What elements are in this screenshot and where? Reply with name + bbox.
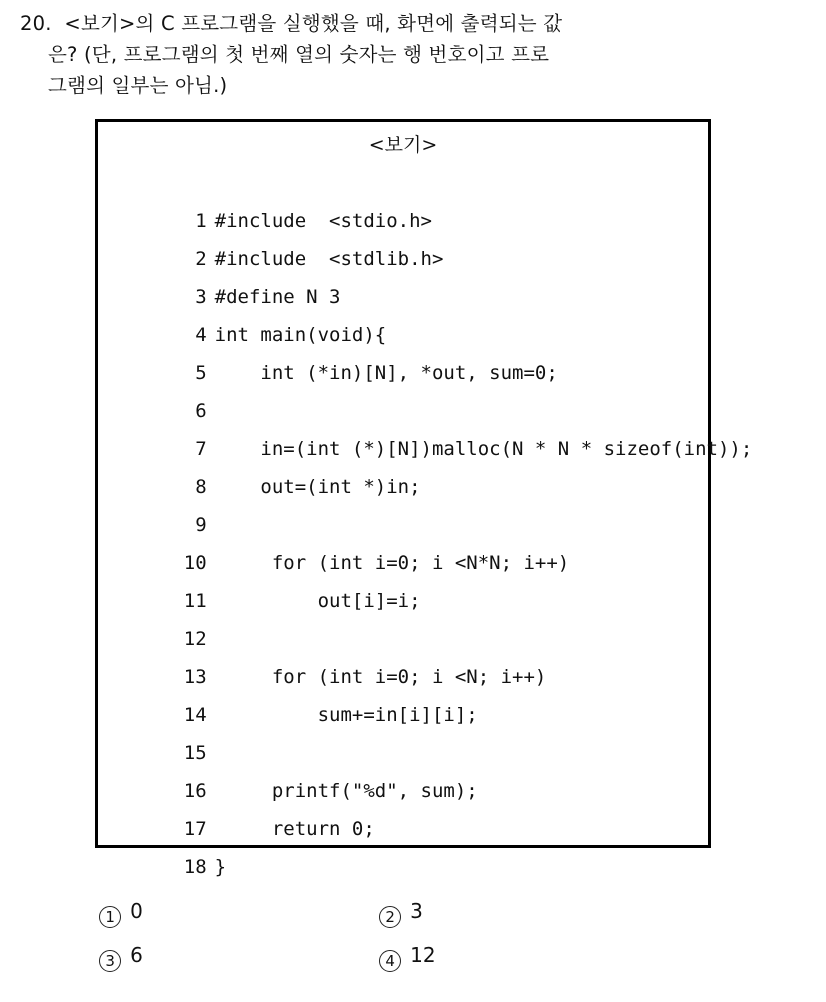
code-lines [98, 164, 753, 878]
code-line-number: 5 [195, 362, 207, 384]
code-listing-box [95, 119, 753, 878]
choice-label: 12 [410, 943, 436, 967]
code-line-number: 2 [195, 248, 207, 270]
question-stem [20, 8, 806, 101]
code-line-text: return 0; [214, 818, 375, 840]
code-line-number: 18 [183, 856, 207, 878]
question-line-3: 그램의 일부는 아님.) [48, 74, 228, 97]
code-line-number: 12 [183, 628, 207, 650]
code-line-text: in=(int (*)[N])malloc(N * N * sizeof(int)); [214, 438, 753, 460]
choice-label: 3 [410, 899, 423, 923]
code-line-text: } [214, 856, 227, 878]
code-line-number: 11 [183, 590, 207, 612]
question-line-1: 20. <보기>의 C 프로그램을 실행했을 때, 화면에 출력되는 값 [20, 12, 563, 35]
code-line-text: out[i]=i; [214, 590, 421, 612]
choice-option-3[interactable] [75, 910, 143, 1002]
code-line-number: 17 [183, 818, 207, 840]
code-line-number: 4 [195, 324, 207, 346]
choice-marker: 3 [99, 950, 121, 972]
code-line-number: 8 [195, 476, 207, 498]
code-line-text: int (*in)[N], *out, sum=0; [214, 362, 558, 384]
code-line-text: int main(void){ [214, 324, 387, 346]
code-line-text: out=(int *)in; [214, 476, 421, 498]
code-line-number: 15 [183, 742, 207, 764]
code-line-number: 9 [195, 514, 207, 536]
code-line-text: for (int i=0; i <N*N; i++) [214, 552, 570, 574]
code-line-text: #include <stdlib.h> [214, 248, 444, 270]
code-line [98, 164, 708, 232]
question-line-2: 은? (단, 프로그램의 첫 번째 열의 숫자는 행 번호이고 프로 [48, 43, 550, 66]
choice-marker: 2 [379, 906, 401, 928]
code-line-text: #include <stdio.h> [214, 210, 432, 232]
code-line-text: for (int i=0; i <N; i++) [214, 666, 547, 688]
choice-marker: 1 [99, 906, 121, 928]
code-box-title: <보기> [368, 134, 438, 156]
choice-marker: 4 [379, 950, 401, 972]
choice-label: 6 [130, 943, 143, 967]
code-line-number: 7 [195, 438, 207, 460]
code-line-number: 16 [183, 780, 207, 802]
code-line-number: 13 [183, 666, 207, 688]
choice-option-4[interactable] [355, 910, 436, 1002]
code-line-number: 1 [195, 210, 207, 232]
code-line-number: 6 [195, 400, 207, 422]
code-line-number: 10 [183, 552, 207, 574]
code-line-number: 14 [183, 704, 207, 726]
code-line-text: printf("%d", sum); [214, 780, 478, 802]
code-line-text: sum+=in[i][i]; [214, 704, 478, 726]
code-line-text: #define N 3 [214, 286, 341, 308]
code-line-number: 3 [195, 286, 207, 308]
choice-label: 0 [130, 899, 143, 923]
